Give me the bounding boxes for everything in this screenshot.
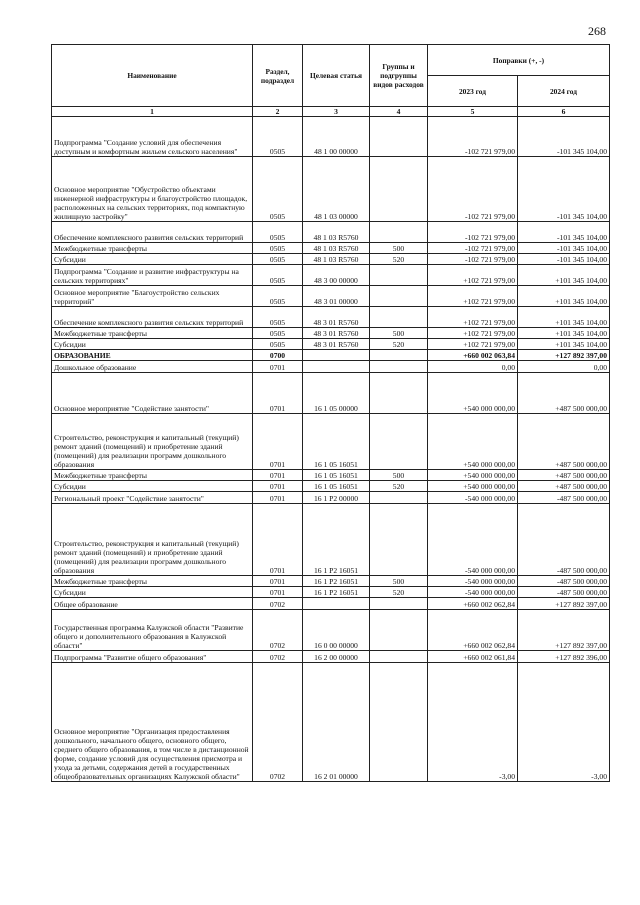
row-target-cell: 16 1 P2 16051 [303,576,370,587]
row-name-cell: Подпрограмма "Создание и развитие инфраструктуры на сельских территориях" [52,265,253,286]
row-target-cell: 48 1 03 R5760 [303,243,370,254]
row-section-cell: 0701 [253,481,303,492]
table-row [52,254,610,265]
row-amount-2023-cell: +540 000 000,00 [428,470,518,481]
table-row [52,339,610,350]
row-group-cell: 500 [370,328,428,339]
table-row [52,481,610,492]
row-amount-2024-cell: 0,00 [518,361,610,373]
header-year-2023: 2023 год [428,76,518,107]
table-row [52,243,610,254]
row-section-cell: 0505 [253,243,303,254]
row-section-cell: 0505 [253,286,303,307]
row-amount-2023-cell: +102 721 979,00 [428,339,518,350]
row-group-cell [370,361,428,373]
column-number: 1 [52,107,253,117]
row-name-cell: Межбюджетные трансферты [52,470,253,481]
row-target-cell: 16 2 00 00000 [303,651,370,663]
row-section-cell: 0701 [253,587,303,598]
row-name-cell: Основное мероприятие "Обустройство объектами инженерной инфраструктуры и благоустройство площадок, расположенных на сельских территориях, под компактную жилищную застройку" [52,157,253,222]
table-row [52,350,610,361]
row-group-cell [370,350,428,361]
row-name-cell: Обеспечение комплексного развития сельских территорий [52,222,253,243]
row-amount-2024-cell: +487 500 000,00 [518,470,610,481]
row-name-cell: Обеспечение комплексного развития сельских территорий [52,307,253,328]
table-row [52,286,610,307]
row-amount-2024-cell: +127 892 397,00 [518,610,610,651]
row-target-cell: 48 3 01 R5760 [303,307,370,328]
header-target: Целевая статья [303,45,370,107]
row-section-cell: 0505 [253,328,303,339]
row-amount-2023-cell: +540 000 000,00 [428,414,518,470]
row-group-cell [370,663,428,782]
row-section-cell: 0702 [253,651,303,663]
row-amount-2023-cell: +102 721 979,00 [428,328,518,339]
row-amount-2023-cell: +102 721 979,00 [428,286,518,307]
table-row [52,663,610,782]
row-section-cell: 0505 [253,265,303,286]
row-group-cell [370,504,428,576]
row-amount-2024-cell: +487 500 000,00 [518,414,610,470]
row-group-cell [370,286,428,307]
row-amount-2023-cell: +102 721 979,00 [428,265,518,286]
row-target-cell: 48 3 01 R5760 [303,328,370,339]
row-group-cell [370,117,428,157]
row-amount-2024-cell: -101 345 104,00 [518,243,610,254]
row-amount-2023-cell: 0,00 [428,361,518,373]
row-section-cell: 0701 [253,373,303,414]
table-row [52,373,610,414]
row-amount-2024-cell: +101 345 104,00 [518,265,610,286]
row-name-cell: Региональный проект "Содействие занятости" [52,492,253,504]
row-section-cell: 0701 [253,414,303,470]
table-row [52,222,610,243]
row-group-cell [370,373,428,414]
row-group-cell [370,265,428,286]
row-name-cell: Строительство, реконструкция и капитальный (текущий) ремонт зданий (помещений) и приобретение зданий (помещений) для реализации программ дошкольного образования [52,504,253,576]
row-section-cell: 0505 [253,157,303,222]
table-row [52,504,610,576]
row-group-cell [370,651,428,663]
table-row [52,328,610,339]
row-amount-2023-cell: +540 000 000,00 [428,373,518,414]
row-amount-2024-cell: -101 345 104,00 [518,157,610,222]
row-target-cell: 16 1 P2 16051 [303,504,370,576]
row-amount-2023-cell: +660 002 062,84 [428,598,518,610]
row-section-cell: 0701 [253,576,303,587]
row-name-cell: Общее образование [52,598,253,610]
row-amount-2023-cell: -102 721 979,00 [428,243,518,254]
row-group-cell [370,492,428,504]
row-group-cell [370,598,428,610]
row-name-cell: Субсидии [52,587,253,598]
row-target-cell: 16 1 05 16051 [303,481,370,492]
row-amount-2024-cell: -487 500 000,00 [518,492,610,504]
row-amount-2023-cell: -102 721 979,00 [428,222,518,243]
row-group-cell: 520 [370,339,428,350]
row-target-cell: 48 1 03 00000 [303,157,370,222]
row-amount-2023-cell: -540 000 000,00 [428,492,518,504]
table-row [52,610,610,651]
row-name-cell: Основное мероприятие "Содействие занятости" [52,373,253,414]
row-amount-2024-cell: +127 892 397,00 [518,598,610,610]
budget-table [51,44,610,782]
row-name-cell: Субсидии [52,254,253,265]
column-number: 4 [370,107,428,117]
header-year-2024: 2024 год [518,76,610,107]
row-amount-2024-cell: -3,00 [518,663,610,782]
row-amount-2023-cell: -102 721 979,00 [428,117,518,157]
row-name-cell: ОБРАЗОВАНИЕ [52,350,253,361]
row-target-cell: 16 0 00 00000 [303,610,370,651]
row-group-cell [370,610,428,651]
row-group-cell [370,157,428,222]
row-target-cell: 48 1 00 00000 [303,117,370,157]
row-amount-2024-cell: +101 345 104,00 [518,286,610,307]
table-body [52,117,610,782]
row-group-cell [370,222,428,243]
row-amount-2023-cell: -3,00 [428,663,518,782]
table-row [52,492,610,504]
row-name-cell: Субсидии [52,339,253,350]
row-name-cell: Строительство, реконструкция и капитальный (текущий) ремонт зданий (помещений) и приобретение зданий (помещений) для реализации программ дошкольного образования [52,414,253,470]
table-row [52,361,610,373]
row-section-cell: 0505 [253,117,303,157]
row-name-cell: Основное мероприятие "Организация предоставления дошкольного, начального общего, основного общего, среднего общего образования, в том числе в дистанционной форме, создание условий для осуществления присмотра и ухода за детьми, содержания детей в государственных общеобразовательных организациях Калужской области" [52,663,253,782]
row-group-cell [370,414,428,470]
row-group-cell: 500 [370,470,428,481]
table-row [52,651,610,663]
row-section-cell: 0505 [253,339,303,350]
row-section-cell: 0702 [253,598,303,610]
row-section-cell: 0505 [253,254,303,265]
row-name-cell: Подпрограмма "Создание условий для обеспечения доступным и комфортным жильем сельского населения" [52,117,253,157]
header-section: Раздел, подраздел [253,45,303,107]
row-amount-2024-cell: -101 345 104,00 [518,117,610,157]
row-amount-2024-cell: -101 345 104,00 [518,254,610,265]
row-name-cell: Межбюджетные трансферты [52,328,253,339]
row-section-cell: 0702 [253,663,303,782]
row-amount-2023-cell: +660 002 063,84 [428,350,518,361]
row-target-cell: 16 1 P2 00000 [303,492,370,504]
row-section-cell: 0702 [253,610,303,651]
row-target-cell: 16 1 P2 16051 [303,587,370,598]
row-target-cell: 16 1 05 16051 [303,470,370,481]
row-amount-2023-cell: -102 721 979,00 [428,157,518,222]
row-group-cell [370,307,428,328]
row-amount-2023-cell: +660 002 062,84 [428,610,518,651]
row-amount-2023-cell: -540 000 000,00 [428,587,518,598]
row-target-cell: 16 1 05 16051 [303,414,370,470]
row-target-cell: 48 3 00 00000 [303,265,370,286]
row-amount-2024-cell: +101 345 104,00 [518,307,610,328]
row-name-cell: Межбюджетные трансферты [52,576,253,587]
row-target-cell: 16 2 01 00000 [303,663,370,782]
row-target-cell [303,361,370,373]
row-amount-2023-cell: -540 000 000,00 [428,576,518,587]
table-row [52,117,610,157]
row-amount-2024-cell: +487 500 000,00 [518,373,610,414]
row-name-cell: Основное мероприятие "Благоустройство сельских территорий" [52,286,253,307]
row-section-cell: 0701 [253,361,303,373]
row-section-cell: 0700 [253,350,303,361]
row-amount-2024-cell: -487 500 000,00 [518,504,610,576]
table-row [52,307,610,328]
table-row [52,576,610,587]
column-number: 5 [428,107,518,117]
table-row [52,587,610,598]
row-amount-2023-cell: +540 000 000,00 [428,481,518,492]
row-amount-2024-cell: +127 892 397,00 [518,350,610,361]
table-row [52,265,610,286]
row-amount-2024-cell: +101 345 104,00 [518,339,610,350]
row-group-cell: 520 [370,587,428,598]
row-amount-2024-cell: +101 345 104,00 [518,328,610,339]
row-section-cell: 0505 [253,222,303,243]
row-name-cell: Субсидии [52,481,253,492]
row-target-cell [303,350,370,361]
table-row [52,598,610,610]
header-amendments: Поправки (+, -) [428,45,610,76]
row-section-cell: 0701 [253,470,303,481]
row-amount-2024-cell: +487 500 000,00 [518,481,610,492]
row-amount-2023-cell: -102 721 979,00 [428,254,518,265]
row-group-cell: 500 [370,243,428,254]
column-number: 6 [518,107,610,117]
row-amount-2024-cell: -487 500 000,00 [518,576,610,587]
column-number: 2 [253,107,303,117]
row-group-cell: 500 [370,576,428,587]
row-name-cell: Подпрограмма "Развитие общего образования" [52,651,253,663]
column-number-row [52,107,610,117]
row-amount-2023-cell: +102 721 979,00 [428,307,518,328]
table-row [52,157,610,222]
row-target-cell [303,598,370,610]
row-amount-2024-cell: +127 892 396,00 [518,651,610,663]
row-name-cell: Государственная программа Калужской области "Развитие общего и дополнительного образования в Калужской области" [52,610,253,651]
row-target-cell: 48 3 01 00000 [303,286,370,307]
row-target-cell: 48 3 01 R5760 [303,339,370,350]
table-header [52,45,610,117]
row-amount-2024-cell: -101 345 104,00 [518,222,610,243]
header-groups: Группы и подгруппы видов расходов [370,45,428,107]
row-target-cell: 48 1 03 R5760 [303,254,370,265]
row-amount-2023-cell: +660 002 061,84 [428,651,518,663]
row-section-cell: 0505 [253,307,303,328]
table-row [52,470,610,481]
row-name-cell: Дошкольное образование [52,361,253,373]
table-row [52,414,610,470]
row-target-cell: 48 1 03 R5760 [303,222,370,243]
row-group-cell: 520 [370,481,428,492]
row-amount-2024-cell: -487 500 000,00 [518,587,610,598]
row-target-cell: 16 1 05 00000 [303,373,370,414]
header-name: Наименование [52,45,253,107]
row-amount-2023-cell: -540 000 000,00 [428,504,518,576]
column-number: 3 [303,107,370,117]
row-name-cell: Межбюджетные трансферты [52,243,253,254]
row-section-cell: 0701 [253,504,303,576]
page-number: 268 [588,24,606,38]
row-section-cell: 0701 [253,492,303,504]
row-group-cell: 520 [370,254,428,265]
